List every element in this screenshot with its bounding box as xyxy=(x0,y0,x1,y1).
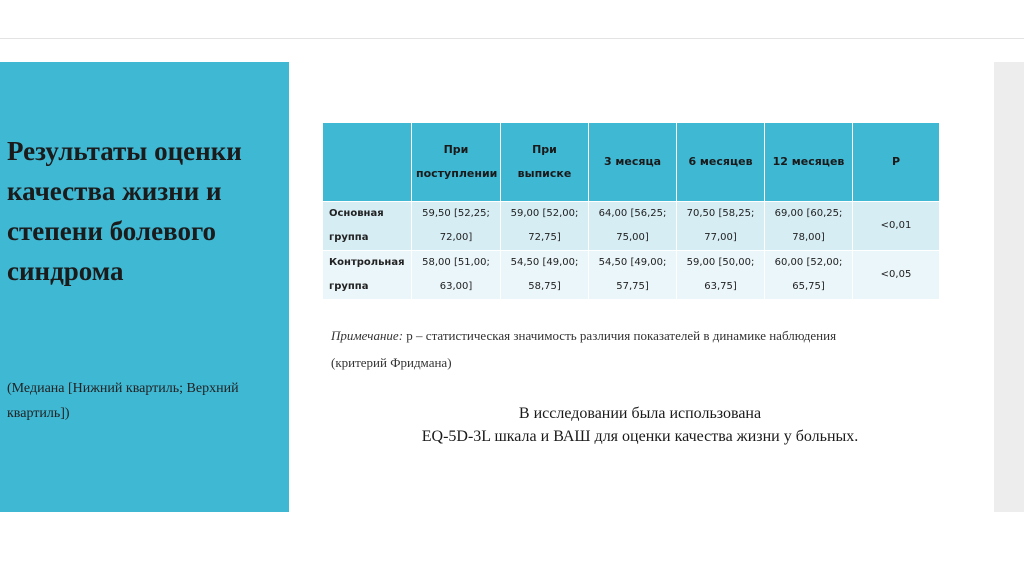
info-line-2: EQ-5D-3L шкала и ВАШ для оценки качества жизни у больных. xyxy=(421,428,859,445)
table-cell: 60,00 [52,00; 65,75] xyxy=(765,251,853,300)
top-divider xyxy=(0,38,1024,39)
header-6-months: 6 месяцев xyxy=(677,123,765,202)
row-label: Основная группа xyxy=(323,202,412,251)
slide-title: Результаты оценки качества жизни и степени болевого синдрома xyxy=(7,136,242,286)
table-cell: 70,50 [58,25; 77,00] xyxy=(677,202,765,251)
header-3-months: 3 месяца xyxy=(589,123,677,202)
note-text: p – статистическая значимость различия показателей в динамике наблюдения (критерий Фридмана) xyxy=(331,328,837,370)
info-text xyxy=(330,402,950,448)
results-table xyxy=(322,122,940,300)
table-cell: 69,00 [60,25; 78,00] xyxy=(765,202,853,251)
table-cell: 54,50 [49,00; 57,75] xyxy=(589,251,677,300)
info-line-1: В исследовании была использована xyxy=(518,405,762,422)
row-label: Контрольная группа xyxy=(323,251,412,300)
slide-subtitle: (Медиана [Нижний квартиль; Верхний квартиль]) xyxy=(7,381,239,421)
header-admission: При поступлении xyxy=(412,123,501,202)
table-header-row xyxy=(323,123,940,202)
table-cell: <0,01 xyxy=(853,202,940,251)
header-p: P xyxy=(853,123,940,202)
note-label: Примечание: xyxy=(331,328,404,343)
table-cell: <0,05 xyxy=(853,251,940,300)
table-cell: 59,00 [52,00; 72,75] xyxy=(501,202,589,251)
table-cell: 59,50 [52,25; 72,00] xyxy=(412,202,501,251)
table-cell: 64,00 [56,25; 75,00] xyxy=(589,202,677,251)
right-decor-strip xyxy=(994,62,1024,512)
table-note xyxy=(331,322,891,376)
header-discharge: При выписке xyxy=(501,123,589,202)
table-cell: 54,50 [49,00; 58,75] xyxy=(501,251,589,300)
table-row xyxy=(323,251,940,300)
table-cell: 59,00 [50,00; 63,75] xyxy=(677,251,765,300)
header-empty xyxy=(323,123,412,202)
header-12-months: 12 месяцев xyxy=(765,123,853,202)
table-cell: 58,00 [51,00; 63,00] xyxy=(412,251,501,300)
table-row xyxy=(323,202,940,251)
